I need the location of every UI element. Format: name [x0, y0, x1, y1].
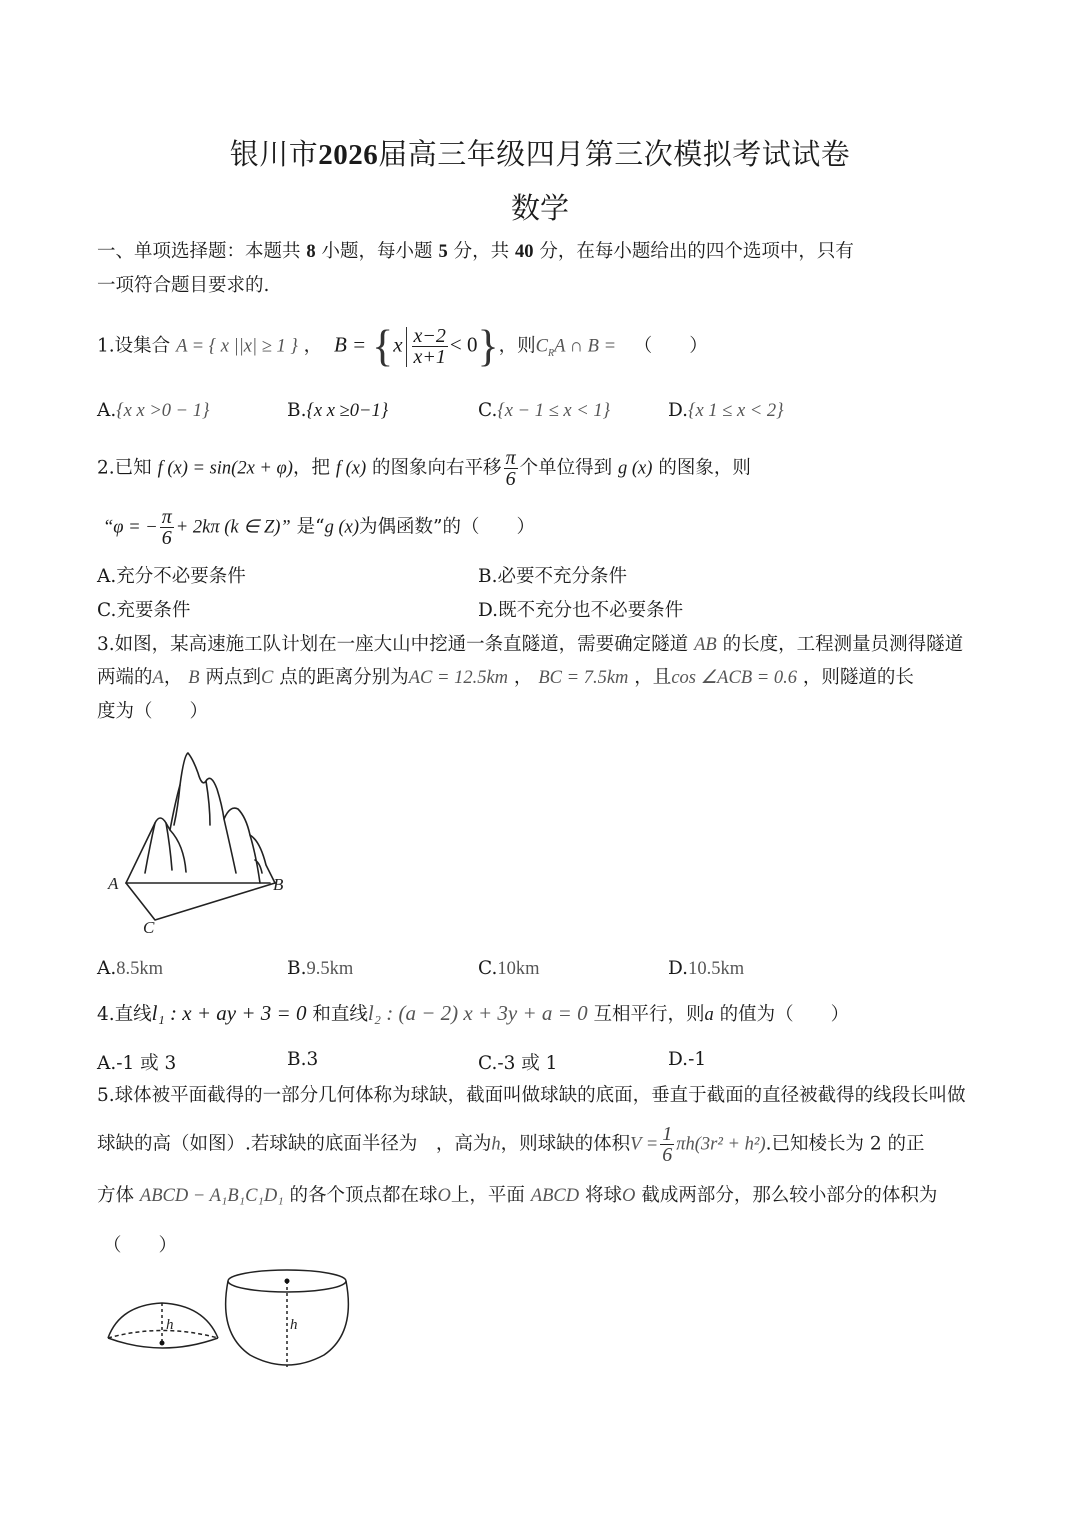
volume-fraction: $\frac{1}{6}$ [662, 1123, 673, 1166]
center-dot-large [285, 1279, 290, 1284]
question-5-line1: 5.球体被平面截得的一部分几何体称为球缺，截面叫做球缺的底面，垂直于截面的直径被截得的线段长叫做 [97, 1085, 966, 1106]
mountain-tunnel-figure [100, 745, 300, 940]
q3-option-c[interactable]: C.10km [478, 958, 540, 979]
q4-option-c[interactable]: C.-3 或 1 [478, 1053, 558, 1074]
set-b-fraction: $\frac{x-2}{x+1}$ [413, 325, 446, 368]
question-1-stem: 1.设集合 A = { x ||x| ≥ 1 } ， B = {x $\frac{x-2}{x+1}$ < 0}，则$C_RA$ ∩ B = （ ） [97, 321, 708, 371]
point-a-label: A [108, 874, 119, 893]
q4-option-a[interactable]: A.-1 或 3 [97, 1053, 177, 1074]
q1-option-b[interactable]: B.{x x ≥0−1} [287, 400, 389, 421]
height-label-large: h [290, 1317, 298, 1333]
section-instructions: 一、单项选择题：本题共 8 小题，每小题 5 分，共 40 分，在每小题给出的四个选项中，只有 [97, 241, 854, 262]
spherical-cap-figure [100, 1263, 360, 1375]
q3-option-a[interactable]: A.8.5km [97, 958, 164, 979]
question-3-line1: 3.如图，某高速施工队计划在一座大山中挖通一条直隧道，需要确定隧道 AB 的长度，工程测量员测得隧道 [97, 634, 964, 655]
question-2-stem: 2.已知 f (x) = sin(2x + φ)，把 f (x) 的图象向右平移 $\frac{\pi}{6}$ 个单位得到 g (x) 的图象，则 [97, 447, 751, 490]
section-instructions-line2: 一项符合题目要求的. [97, 275, 270, 296]
q2-option-b[interactable]: B.必要不充分条件 [478, 566, 627, 587]
exam-title: 银川市2026届高三年级四月第三次模拟考试试卷 [229, 137, 851, 171]
brace-close: } [477, 321, 499, 371]
q1-option-a[interactable]: A.{x x >0 − 1} [97, 400, 210, 421]
question-2-condition: “φ = − $\frac{\pi}{6}$ + 2kπ (k ∈ Z)” 是“g (x)为偶函数”的（ ） [103, 506, 535, 549]
center-dot-small [160, 1341, 165, 1346]
q1-option-d[interactable]: D.{x 1 ≤ x < 2} [668, 400, 784, 421]
q1-option-c[interactable]: C.{x − 1 ≤ x < 1} [478, 400, 610, 421]
height-label-small: h [166, 1317, 174, 1333]
q2-option-d[interactable]: D.既不充分也不必要条件 [478, 600, 684, 621]
point-b-label: B [273, 875, 284, 894]
shift-fraction: $\frac{\pi}{6}$ [505, 447, 516, 490]
brace-open: { [372, 321, 394, 371]
q2-option-a[interactable]: A.充分不必要条件 [97, 566, 246, 587]
q4-option-d[interactable]: D.-1 [668, 1049, 707, 1070]
set-a: A = { x ||x| ≥ 1 } [176, 336, 298, 357]
q4-option-b[interactable]: B.3 [287, 1049, 319, 1070]
question-5-line2: 球缺的高（如图）.若球缺的底面半径为 ，高为h，则球缺的体积V = $\frac{1}{6}$ πh(3r² + h²).已知棱长为 2 的正 [97, 1123, 925, 1166]
point-c-label: C [143, 918, 155, 937]
subject-title: 数学 [510, 191, 569, 225]
question-3-line3: 度为（ ） [97, 701, 209, 722]
q3-option-d[interactable]: D.10.5km [668, 958, 745, 979]
q3-option-b[interactable]: B.9.5km [287, 958, 354, 979]
question-5-line3: 方体 ABCD − A₁B₁C₁D₁ 的各个顶点都在球O上，平面 ABCD 将球O 截成两部分，那么较小部分的体积为 [97, 1185, 938, 1206]
q2-option-c[interactable]: C.充要条件 [97, 600, 191, 621]
question-4-stem: 4.直线l₁ : x + ay + 3 = 0 和直线l₂ : (a − 2) x + 3y + a = 0 互相平行，则a 的值为（ ） [97, 1001, 850, 1025]
question-5-paren: （ ） [103, 1235, 178, 1256]
question-3-line2: 两端的A， B 两点到C 点的距离分别为AC = 12.5km ， BC = 7.5km ，且cos ∠ACB = 0.6 ，则隧道的长 [97, 667, 914, 688]
